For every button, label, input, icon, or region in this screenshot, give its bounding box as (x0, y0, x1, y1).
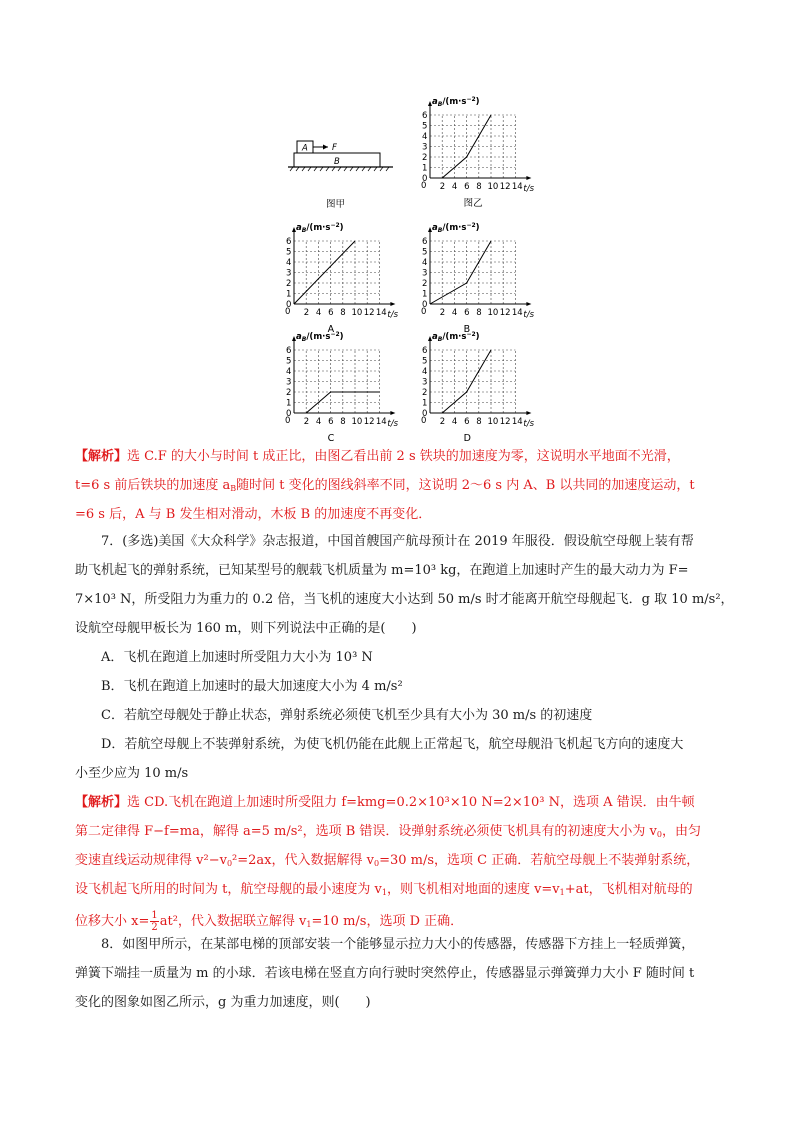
x-tick-label: 10 (351, 308, 363, 318)
chart-caption: A (327, 324, 335, 335)
sub-1: 1 (559, 888, 565, 897)
x-tick-label: 4 (315, 417, 322, 427)
analysis7-tag: 【解析】 (75, 795, 128, 810)
sub-0: 0 (373, 859, 380, 868)
x-tick-label: 14 (511, 417, 523, 427)
x-tick-label: 10 (487, 308, 499, 318)
y-tick-label: 3 (422, 377, 428, 388)
chart-caption: C (327, 433, 335, 444)
chart-option-a (282, 222, 412, 340)
y-tick-label: 4 (286, 367, 292, 377)
x-tick-label: 10 (351, 417, 363, 427)
question-8 (75, 930, 721, 1017)
y-tick-label: 1 (422, 398, 428, 409)
x-tick-label: 8 (340, 308, 346, 318)
analysis-q6-line1: 选 C.F 的大小与时间 t 成正比，由图乙看出前 2 s 铁块的加速度为零，这说明水平地面不光滑， (127, 449, 680, 464)
x-axis-arrow (526, 302, 531, 306)
x-tick-label: 12 (363, 308, 375, 318)
analysis-q6-sub: B (230, 484, 237, 493)
q7-line3: 7×10³ N，所受阻力为重力的 0.2 倍，当飞机的速度大小达到 50 m/s 时才能离开航空母舰起飞．g 取 10 m/s²， (75, 592, 734, 607)
x-tick-label: 6 (464, 182, 470, 192)
y-axis-label: $a_B/(m\cdot s^{-2})$ (296, 331, 344, 343)
x-tick-label: 12 (499, 308, 511, 318)
y-tick-label: 3 (422, 268, 428, 279)
y-axis-label: $a_B/(m\cdot s^{-2})$ (432, 96, 480, 108)
y-tick-label: 1 (422, 163, 428, 174)
y-tick-label: 5 (286, 247, 292, 258)
sub-1: 1 (306, 920, 312, 929)
y-tick-label: 1 (422, 289, 428, 300)
y-tick-label: 0 (422, 300, 428, 310)
y-tick-label: 3 (286, 377, 292, 388)
q7-option-a: A．飞机在跑道上加速时所受阻力大小为 10³ N (101, 650, 373, 665)
question-7 (75, 527, 734, 788)
chart-yi (418, 96, 548, 214)
sub-1: 1 (381, 888, 387, 897)
y-tick-label: 2 (286, 388, 292, 398)
y-tick-label: 0 (422, 174, 428, 184)
analysis-q7-line5a: 位移大小 x= (75, 914, 150, 929)
x-axis-label: t/s (387, 310, 399, 320)
q7-line4: 设航空母舰甲板长为 160 m，则下列说法中正确的是( ) (75, 621, 417, 636)
y-axis-label: $a_B/(m\cdot s^{-2})$ (432, 331, 480, 343)
origin-label: 0 (421, 416, 427, 426)
y-tick-label: 6 (422, 346, 428, 356)
x-axis-arrow (526, 176, 531, 180)
q7-option-d-line2: 小至少应为 10 m/s (75, 766, 189, 781)
x-axis-label: t/s (523, 184, 535, 194)
label-force: F (332, 143, 337, 153)
y-axis-label: $a_B/(m\cdot s^{-2})$ (296, 222, 344, 234)
x-axis-arrow (526, 411, 531, 415)
chart-caption: 图乙 (463, 198, 483, 209)
y-tick-label: 2 (422, 279, 428, 289)
chart-option-c (282, 331, 412, 449)
analysis-q7-line2b: ，由匀 (661, 824, 701, 839)
y-tick-label: 5 (286, 356, 292, 367)
x-axis-label: t/s (523, 310, 535, 320)
x-tick-label: 8 (476, 182, 482, 192)
y-tick-label: 4 (422, 132, 428, 142)
x-tick-label: 4 (451, 182, 458, 192)
fraction-denominator: 2 (151, 922, 158, 933)
figure-jia (288, 138, 398, 218)
q8-line2: 弹簧下端挂一质量为 m 的小球．若该电梯在竖直方向行驶时突然停止，传感器显示弹簧弹力大小 F 随时间 t (75, 966, 695, 981)
q7-option-d-line1: D．若航空母舰上不装弹射系统，为使飞机仍能在此舰上正常起飞，航空母舰沿飞机起飞方向的速度大 (101, 737, 684, 752)
x-axis-label: t/s (523, 419, 535, 429)
origin-label: 0 (421, 307, 427, 317)
x-tick-label: 4 (451, 417, 458, 427)
analysis-q7 (75, 788, 721, 940)
origin-label: 0 (285, 307, 291, 317)
label-b: B (334, 157, 340, 167)
x-axis-arrow (390, 411, 395, 415)
y-tick-label: 6 (286, 346, 292, 356)
y-tick-label: 4 (286, 258, 292, 268)
analysis-q7-line2a: 第二定律得 F−f=ma，解得 a=5 m/s²，选项 B 错误．设弹射系统必须使飞机具有的初速度大小为 v (75, 824, 657, 839)
chart-caption: B (463, 324, 471, 335)
chart-option-d (418, 331, 548, 449)
x-tick-label: 14 (375, 308, 387, 318)
x-tick-label: 6 (464, 417, 470, 427)
y-tick-label: 6 (422, 111, 428, 121)
y-tick-label: 0 (422, 409, 428, 419)
sub-0: 0 (656, 830, 662, 839)
x-tick-label: 2 (439, 308, 446, 318)
y-tick-label: 3 (422, 142, 428, 153)
y-tick-label: 6 (286, 237, 292, 247)
x-tick-label: 8 (476, 417, 482, 427)
y-tick-label: 0 (286, 409, 292, 419)
q7-option-c: C．若航空母舰处于静止状态，弹射系统必须使飞机至少具有大小为 30 m/s 的初速度 (101, 708, 593, 723)
analysis-q7-line3c: =30 m/s，选项 C 正确．若航空母舰上不装弹射系统， (379, 853, 700, 868)
chart-caption: D (463, 433, 471, 444)
origin-label: 0 (421, 181, 427, 191)
analysis-q7-line1: 选 CD.飞机在跑道上加速时所受阻力 f=kmg=0.2×10³×10 N=2×10³ N，选项 A 错误．由牛顿 (127, 795, 695, 810)
y-tick-label: 1 (286, 398, 292, 409)
y-tick-label: 2 (422, 388, 428, 398)
y-tick-label: 5 (422, 247, 428, 258)
q7-line2: 助飞机起飞的弹射系统，已知某型号的舰载飞机质量为 m=10³ kg，在跑道上加速时产生的最大动力为 F= (75, 563, 689, 578)
y-tick-label: 0 (286, 300, 292, 310)
y-tick-label: 1 (286, 289, 292, 300)
y-tick-label: 4 (422, 258, 428, 268)
y-axis-label: $a_B/(m\cdot s^{-2})$ (432, 222, 480, 234)
chart-option-b (418, 222, 548, 340)
q7-line1: 7．(多选)美国《大众科学》杂志报道，中国首艘国产航母预计在 2019 年服役．假设航空母舰上装有帮 (101, 534, 694, 549)
x-tick-label: 2 (439, 182, 446, 192)
sub-0: 0 (226, 859, 233, 868)
x-tick-label: 10 (487, 182, 499, 192)
x-tick-label: 2 (303, 417, 310, 427)
y-tick-label: 2 (422, 153, 428, 163)
analysis-q6-line2a: t=6 s 前后铁块的加速度 a (75, 478, 231, 493)
x-tick-label: 14 (511, 308, 523, 318)
x-tick-label: 14 (375, 417, 387, 427)
analysis-q7-line3a: 变速直线运动规律得 v²−v (75, 853, 227, 868)
y-tick-label: 5 (422, 121, 428, 132)
q8-line3: 变化的图象如图乙所示，g 为重力加速度，则( ) (75, 995, 371, 1010)
x-tick-label: 6 (328, 417, 334, 427)
y-tick-label: 5 (422, 356, 428, 367)
analysis-q6-line3: =6 s 后，A 与 B 发生相对滑动，木板 B 的加速度不再变化． (75, 507, 432, 522)
q7-option-b: B．飞机在跑道上加速时的最大加速度大小为 4 m/s² (101, 679, 403, 694)
analysis-tag: 【解析】 (75, 449, 128, 464)
y-tick-label: 2 (286, 279, 292, 289)
x-tick-label: 8 (476, 308, 482, 318)
x-tick-label: 12 (499, 182, 511, 192)
x-tick-label: 4 (451, 308, 458, 318)
y-tick-label: 4 (422, 367, 428, 377)
label-a: A (302, 143, 308, 154)
y-tick-label: 6 (422, 237, 428, 247)
analysis-q7-line5b: at²，代入数据联立解得 v (159, 914, 307, 929)
y-tick-label: 3 (286, 268, 292, 279)
x-tick-label: 4 (315, 308, 322, 318)
analysis-q7-line4b: ，则飞机相对地面的速度 v=v (386, 882, 560, 897)
x-axis-arrow (390, 302, 395, 306)
x-axis-label: t/s (387, 419, 399, 429)
analysis-q7-line4a: 设飞机起飞所用的时间为 t，航空母舰的最小速度为 v (75, 882, 382, 897)
fraction-numerator: 1 (151, 910, 158, 921)
analysis-q6 (75, 442, 721, 529)
x-tick-label: 12 (363, 417, 375, 427)
analysis-q7-line3b: ²=2ax，代入数据解得 v (232, 853, 374, 868)
caption-jia: 图甲 (326, 199, 346, 210)
analysis-q7-line5c: =10 m/s，选项 D 正确． (311, 914, 464, 929)
x-tick-label: 2 (439, 417, 446, 427)
x-tick-label: 14 (511, 182, 523, 192)
x-tick-label: 6 (464, 308, 470, 318)
x-tick-label: 8 (340, 417, 346, 427)
analysis-q6-line2b: 随时间 t 变化的图线斜率不同，这说明 2～6 s 内 A、B 以共同的加速度运动，t (236, 478, 695, 493)
q8-line1: 8．如图甲所示，在某部电梯的顶部安装一个能够显示拉力大小的传感器，传感器下方挂上一轻质弹簧， (101, 937, 695, 952)
x-tick-label: 2 (303, 308, 310, 318)
x-tick-label: 12 (499, 417, 511, 427)
x-tick-label: 6 (328, 308, 334, 318)
origin-label: 0 (285, 416, 291, 426)
analysis-q7-line4c: +at，飞机相对航母的 (564, 882, 693, 897)
x-tick-label: 10 (487, 417, 499, 427)
